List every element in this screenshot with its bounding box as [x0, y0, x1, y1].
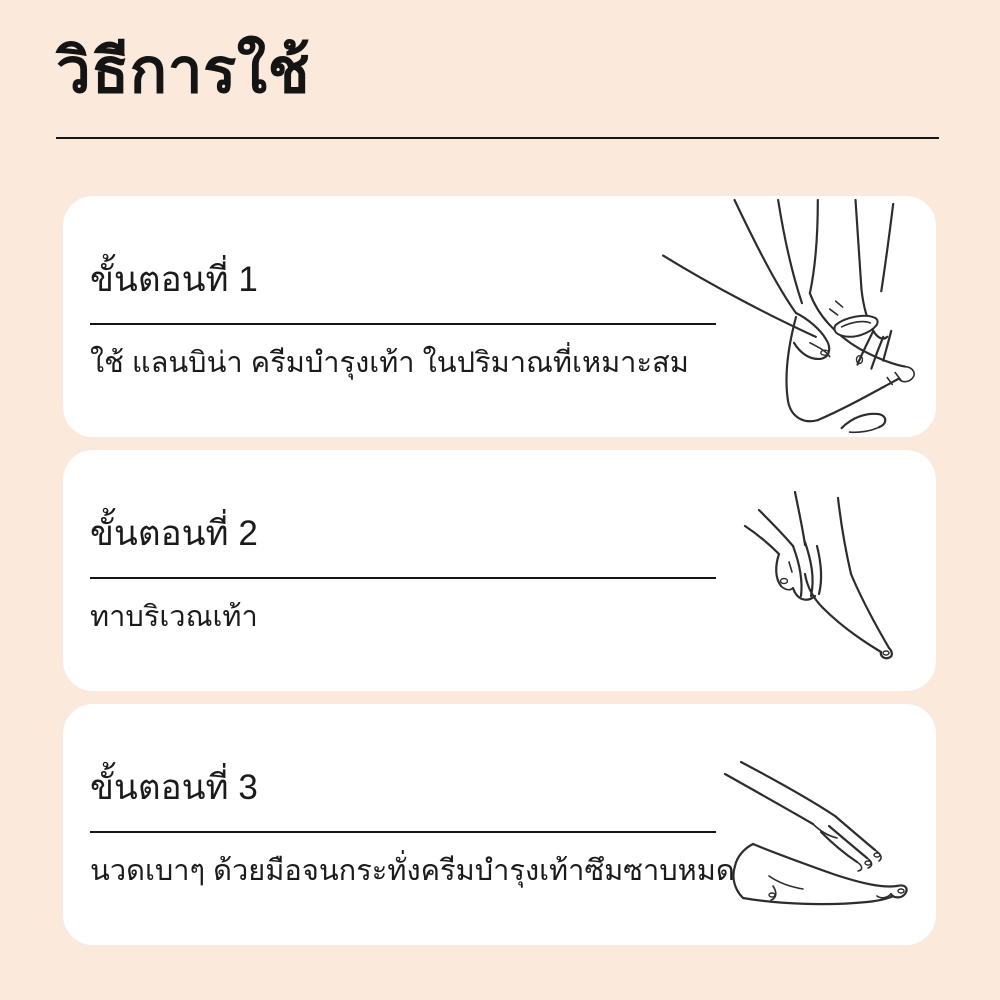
step-3-description: นวดเบาๆ ด้วยมือจนกระทั่งครีมบำรุงเท้าซึมซาบหมด [90, 855, 735, 887]
hand-rubbing-heel-drawing [743, 490, 908, 670]
step-2-heel-massage-illustration [743, 490, 908, 670]
step-2-description: ทาบริเวณเท้า [90, 601, 258, 633]
step-3-foot-massage-illustration [717, 758, 922, 906]
step-1-divider [90, 323, 716, 325]
step-1-description: ใช้ แลนบิน่า ครีมบำรุงเท้า ในปริมาณที่เหมาะสม [90, 347, 689, 379]
step-3-title: ขั้นตอนที่ 3 [90, 768, 258, 807]
hands-applying-cream-to-foot-drawing [660, 198, 932, 436]
step-1-foot-cream-illustration [660, 198, 932, 436]
hand-massaging-foot-drawing [717, 758, 922, 906]
step-2-card [63, 450, 936, 691]
step-2-title: ขั้นตอนที่ 2 [90, 514, 258, 553]
title-divider [56, 137, 939, 139]
step-3-divider [90, 831, 716, 833]
step-1-title: ขั้นตอนที่ 1 [90, 260, 258, 299]
page-title: วิธีการใช้ [56, 37, 311, 106]
step-2-divider [90, 577, 716, 579]
step-1-card [63, 196, 936, 437]
step-3-card [63, 704, 936, 945]
